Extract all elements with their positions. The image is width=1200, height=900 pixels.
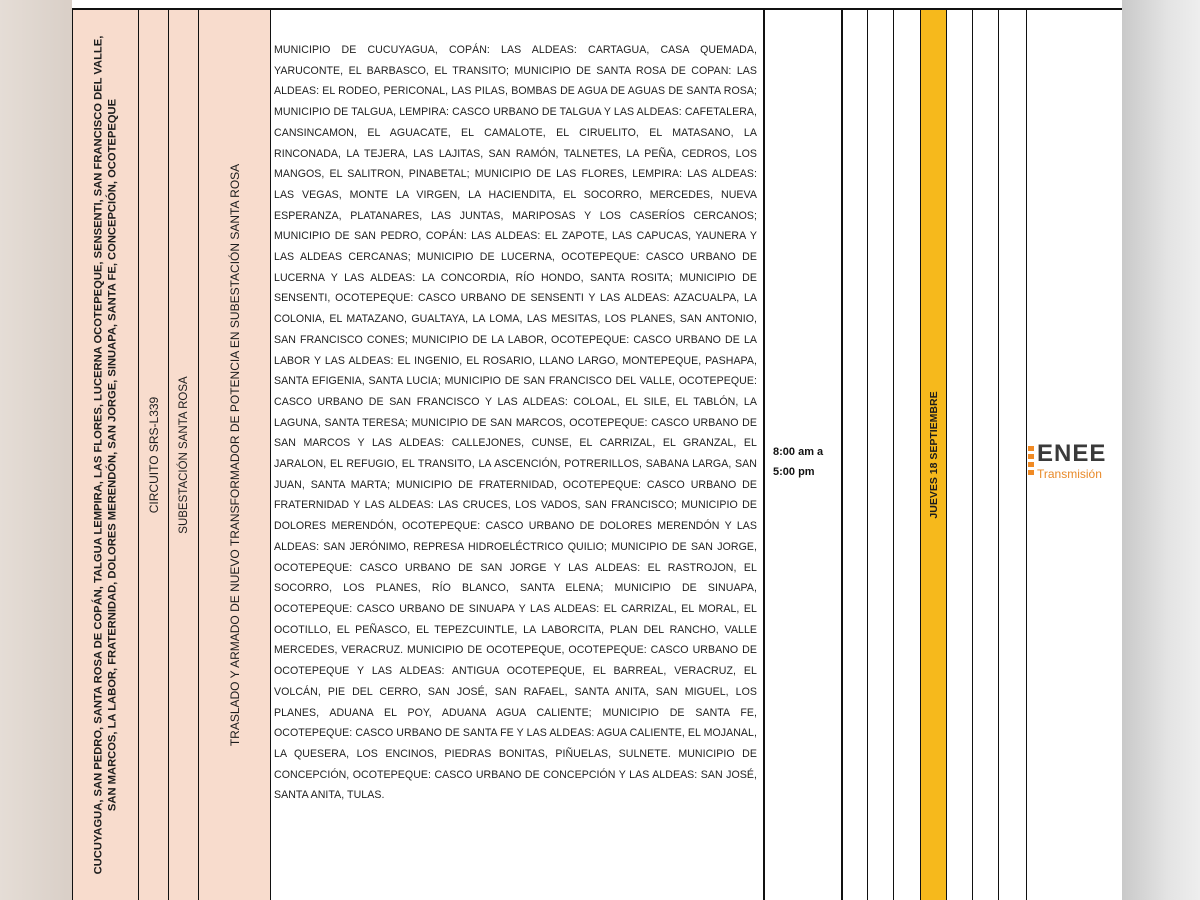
document-page <box>72 0 1122 900</box>
municipios-text: CUCUYAGUA, SAN PEDRO, SANTA ROSA DE COPÁN, TALGUA LEMPIRA, LAS FLORES, LUCERNA OCOTEPEQUE, SENSENTI, SAN FRANCISCO DEL VALLE, SAN MARCOS, LA LABOR, FRATERNIDAD, DOLORES MERENDÓN, SAN JORGE, SINUAPA, SANTA FE, CONCEPCIÓN, OCOTEPEQUE <box>92 35 118 875</box>
enee-logo-subtitle: Transmisión <box>1037 467 1102 481</box>
background-left <box>0 0 72 900</box>
cell-descripcion <box>270 10 763 900</box>
cell-empty-2 <box>867 10 893 900</box>
schedule-table <box>72 8 1122 900</box>
trabajo-text: TRASLADO Y ARMADO DE NUEVO TRANSFORMADOR DE POTENCIA EN SUBESTACIÓN SANTA ROSA <box>227 163 242 747</box>
horario-line-1: 8:00 am a <box>773 446 824 458</box>
cell-empty-4 <box>946 10 972 900</box>
cell-empty-1 <box>841 10 867 900</box>
background-right <box>1122 0 1200 900</box>
horario-text <box>765 442 841 482</box>
cell-municipios <box>72 10 138 900</box>
cell-trabajo <box>198 10 270 900</box>
cell-empty-3 <box>893 10 920 900</box>
cell-empty-6 <box>998 10 1026 900</box>
cell-circuito <box>138 10 168 900</box>
cell-dia <box>920 10 946 900</box>
circuito-text: CIRCUITO SRS-L339 <box>146 396 161 514</box>
enee-logo-name: ENEE <box>1037 440 1107 467</box>
subestacion-text: SUBESTACIÓN SANTA ROSA <box>177 376 190 534</box>
cell-horario <box>763 10 841 900</box>
dia-text: JUEVES 18 SEPTIEMBRE <box>927 391 940 519</box>
descripcion-text: MUNICIPIO DE CUCUYAGUA, COPÁN: LAS ALDEAS: CARTAGUA, CASA QUEMADA, YARUCONTE, EL BARBASCO, EL TRANSITO; MUNICIPIO DE SANTA ROSA DE COPAN: LAS ALDEAS: EL RODEO, PERICONAL, LAS PILAS, BOMBAS DE AGUA DE AGUAS DE SANTA ROSA; MUNICIPIO DE TALGUA, LEMPIRA: CASCO URBANO DE TALGUA Y LAS ALDEAS: CAFETALERA, CANSINCAMON, EL AGUACATE, EL CAMALOTE, EL CIRUELITO, EL MATASANO, LA RINCONADA, LA TEJERA, LAS LAJITAS, SAN RAMÓN, TALNETES, LA PEÑA, CEDROS, LOS MANGOS, EL SALITRON, PINABETAL; MUNICIPIO DE LAS FLORES, LEMPIRA: LAS ALDEAS: LAS VEGAS, MONTE LA VIRGEN, LA HACIENDITA, EL SOCORRO, MERCEDES, NUEVA ESPERANZA, PLATANARES, LAS JUNTAS, MARIPOSAS Y LOS CASERÍOS CERCANOS; MUNICIPIO DE SAN PEDRO, COPÁN: LAS ALDEAS: EL ZAPOTE, LAS CAPUCAS, YAUNERA Y LAS ALDEAS CERCANAS; MUNICIPIO DE LUCERNA, OCOTEPEQUE: CASCO URBANO DE LUCERNA Y LAS ALDEAS: LA CONCORDIA, RÍO HONDO, SANTA ROSITA; MUNICIPIO DE SENSENTI, OCOTEPEQUE: CASCO URBANO DE SENSENTI Y LAS ALDEAS: AZACUALPA, LA COLONIA, EL MATAZANO, GUALTAYA, LA LOMA, LAS MESITAS, LOS PLANES, SAN ANTONIO, SAN FRANCISCO CONES; MUNICIPIO DE LA LABOR, OCOTEPEQUE: CASCO URBANO DE LA LABOR Y LAS ALDEAS: EL INGENIO, EL ROSARIO, LLANO LARGO, MONTEPEQUE, PASHAPA, SANTA EFIGENIA, SANTA LUCIA; MUNICIPIO DE SAN FRANCISCO DEL VALLE, OCOTEPEQUE: CASCO URBANO DE SAN FRANCISCO Y LAS ALDEAS: COLOAL, EL SILE, EL TABLÓN, LA LAGUNA, SANTA TERESA; MUNICIPIO DE SAN MARCOS, OCOTEPEQUE: CASCO URBANO DE SAN MARCOS Y LAS ALDEAS: CALLEJONES, CUNSE, EL CARRIZAL, EL GRANZAL, EL JARALON, EL REFUGIO, EL TRANSITO, LA ASCENCIÓN, POTRERILLOS, SABANA LARGA, SAN JUAN, SANTA MARTA; MUNICIPIO DE FRATERNIDAD, OCOTEPEQUE: CASCO URBANO DE FRATERNIDAD Y LAS ALDEAS: LAS CRUCES, LOS VADOS, SAN FRANCISCO; MUNICIPIO DE DOLORES MERENDÓN, OCOTEPEQUE: CASCO URBANO DE DOLORES MERENDÓN Y LAS ALDEAS: SAN JERÓNIMO, REPRESA HIDROELÉCTRICO QUILIO; MUNICIPIO DE SAN JORGE, OCOTEPEQUE: CASCO URBANO DE SAN JORGE Y LAS ALDEAS: EL RASTROJON, EL SOCORRO, LOS PLANES, RÍO BLANCO, SANTA ELENA; MUNICIPIO DE SINUAPA, OCOTEPEQUE: CASCO URBANO DE SINUAPA Y LAS ALDEAS: EL CARRIZAL, EL MORAL, EL OCOTILLO, EL PEÑASCO, EL TEPEZCUINTLE, LA LABORCITA, PLAN DEL RANCHO, VALLE MERCEDES, VERACRUZ. MUNICIPIO DE OCOTEPEQUE, OCOTEPEQUE: CASCO URBANO DE OCOTEPEQUE Y LAS ALDEAS: ANTIGUA OCOTEPEQUE, EL BARREAL, VERACRUZ, EL VOLCÁN, PIE DEL CERRO, SAN JOSÉ, SAN RAFAEL, SANTA ANITA, SAN MIGUEL, LOS PLANES, ADUANA EL POY, ADUANA AGUA CALIENTE; MUNICIPIO DE SANTA FE, OCOTEPEQUE: CASCO URBANO DE SANTA FE Y LAS ALDEAS: AGUA CALIENTE, EL MOJANAL, LA QUESERA, LOS ENCINOS, PIEDRAS BONITAS, PIÑUELAS, SULNETE. MUNICIPIO DE CONCEPCIÓN, OCOTEPEQUE: CASCO URBANO DE CONCEPCIÓN Y LAS ALDEAS: SAN JOSÉ, SANTA ANITA, TULAS. <box>274 44 757 802</box>
cell-empty-5 <box>972 10 998 900</box>
cell-logo <box>1026 10 1122 900</box>
cell-subestacion <box>168 10 198 900</box>
horario-line-2: 5:00 pm <box>773 466 815 478</box>
enee-logo-mark-icon <box>1028 446 1034 476</box>
